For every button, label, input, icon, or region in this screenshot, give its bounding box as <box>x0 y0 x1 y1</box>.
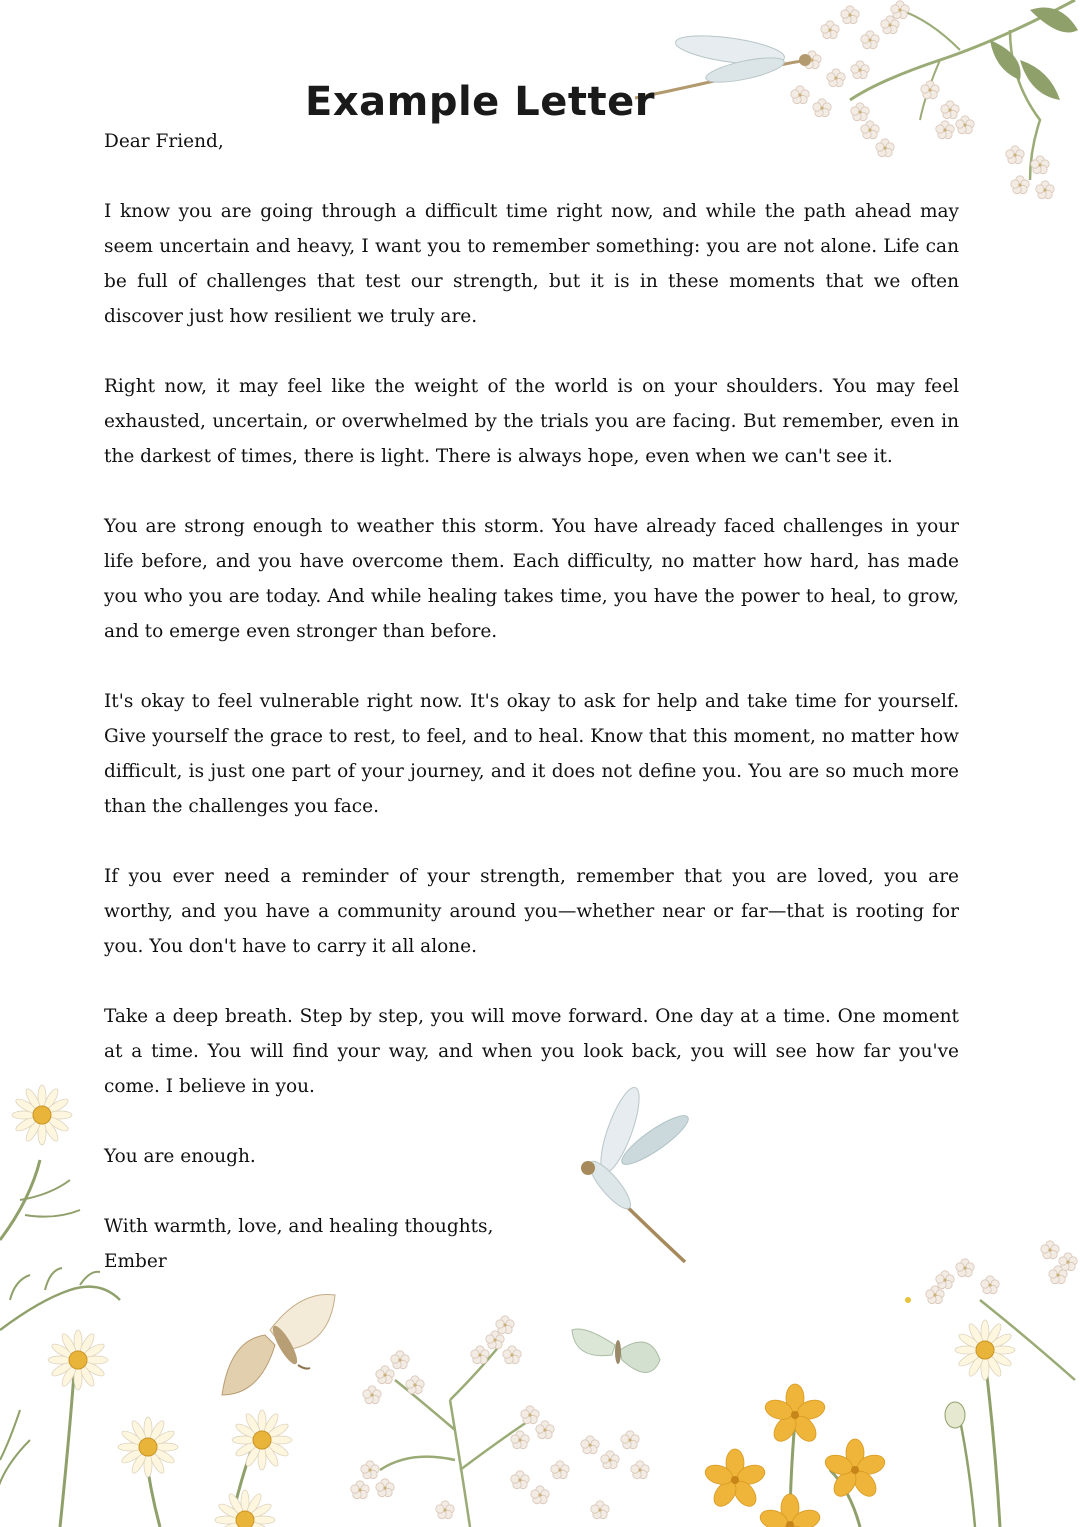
daisy-icon <box>905 1241 1077 1527</box>
dragonfly-icon <box>635 30 811 98</box>
letter-paragraph: It's okay to feel vulnerable right now. It's okay to ask for help and take time for yourself. Give yourself the grace to rest, to feel, and to heal. Know that this moment, no matter how difficult, is just one part of your journey, and it does not define you. You are so much more than the challenges you face. <box>104 691 959 817</box>
letter-closing: With warmth, love, and healing thoughts, <box>104 1216 494 1237</box>
letter-body <box>104 124 959 1279</box>
moth-icon <box>572 1329 660 1373</box>
letter-paragraph: I know you are going through a difficult time right now, and while the path ahead may seem uncertain and heavy, I want you to remember something: you are not alone. Life can be full of challenges that test our strength, but it is in these moments that we often discover just how resilient we truly are. <box>104 201 959 327</box>
moth-icon <box>222 1294 335 1395</box>
page-title: Example Letter <box>305 78 655 125</box>
letter-paragraph: If you ever need a reminder of your strength, remember that you are loved, you are worthy, and you have a community around you—whether near or far—that is rooting for you. You don't have to carry it all alone. <box>104 866 959 957</box>
elderflower-icon <box>0 1268 120 1330</box>
elderflower-icon <box>351 1316 649 1527</box>
letter-paragraph: Take a deep breath. Step by step, you will move forward. One day at a time. One moment at a time. You will find your way, and when you look back, you will see how far you've come. I believe in you. <box>104 1006 959 1097</box>
daisy-icon <box>0 1085 80 1240</box>
letter-paragraph: You are strong enough to weather this storm. You have already faced challenges in your life before, and you have overcome them. Each difficulty, no matter how hard, has made you who you are today. And while healing takes time, you have the power to heal, to grow, and to emerge even stronger than before. <box>104 516 959 642</box>
letter-signature: Ember <box>104 1251 167 1272</box>
yellow-flower-icon <box>703 1384 888 1527</box>
letter-paragraph: Right now, it may feel like the weight of the world is on your shoulders. You may feel exhausted, uncertain, or overwhelmed by the trials you are facing. But remember, even in the darkest of times, there is light. There is always hope, even when we can't see it. <box>104 376 959 467</box>
daisy-icon <box>0 1330 292 1527</box>
letter-greeting: Dear Friend, <box>104 131 224 152</box>
letter-paragraph: You are enough. <box>104 1146 256 1167</box>
